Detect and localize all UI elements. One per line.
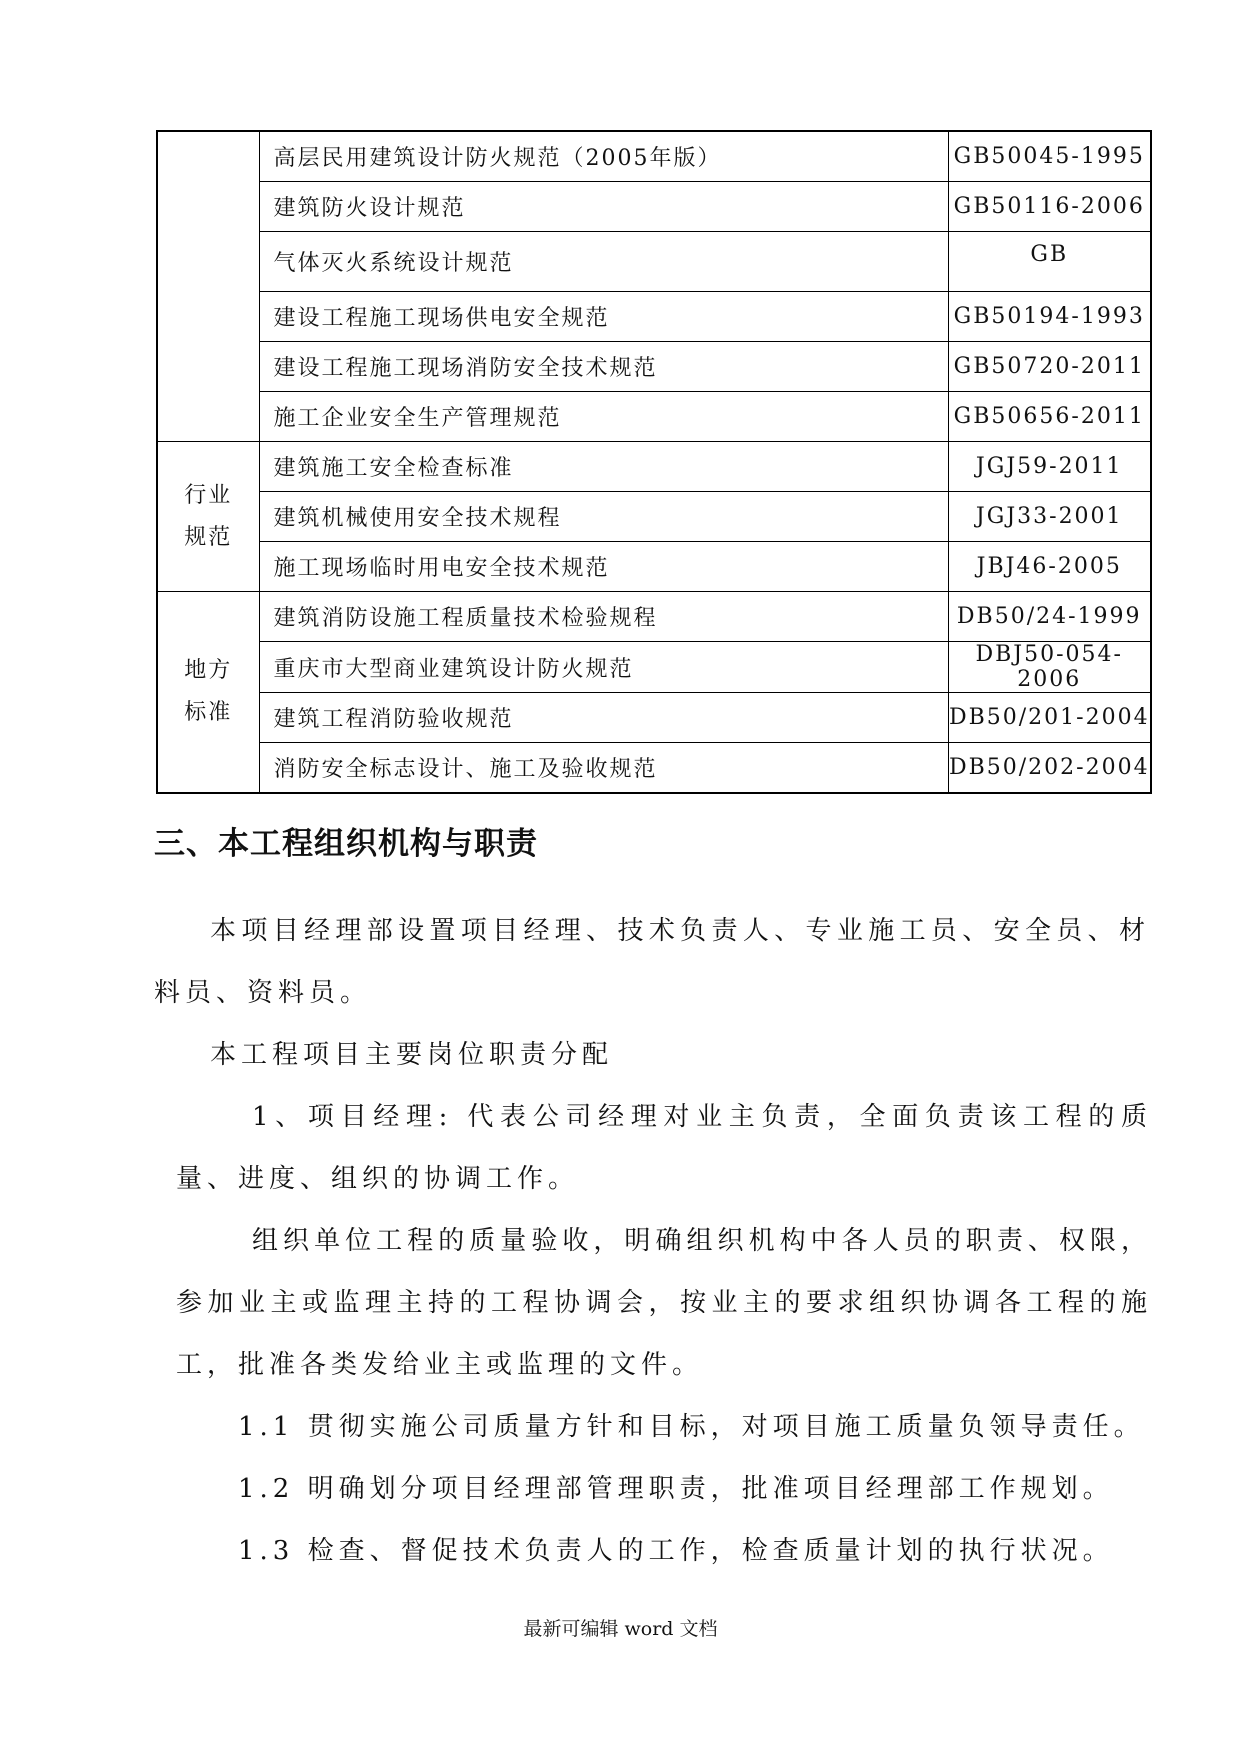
standard-code: GB xyxy=(948,232,1151,292)
table-row xyxy=(157,743,1151,794)
standards-table xyxy=(156,130,1152,794)
table-row xyxy=(157,232,1151,292)
standard-name: 建筑机械使用安全技术规程 xyxy=(259,492,948,542)
paragraph-item-1-1: 1.1 贯彻实施公司质量方针和目标，对项目施工质量负领导责任。 xyxy=(238,1412,1145,1442)
standard-name: 建筑消防设施工程质量技术检验规程 xyxy=(259,592,948,642)
standard-code: JGJ33-2001 xyxy=(948,492,1151,542)
standard-name: 施工企业安全生产管理规范 xyxy=(259,392,948,442)
table-row xyxy=(157,292,1151,342)
standard-code: GB50045-1995 xyxy=(948,131,1151,182)
table-row xyxy=(157,131,1151,182)
standard-code: DBJ50-054-2006 xyxy=(948,642,1151,693)
category-industry: 行业 规范 xyxy=(157,442,259,592)
category-local: 地方 标准 xyxy=(157,592,259,794)
table-row xyxy=(157,342,1151,392)
standard-code: DB50/202-2004 xyxy=(948,743,1151,794)
standard-code: DB50/201-2004 xyxy=(948,693,1151,743)
paragraph-pm-duties: 组织单位工程的质量验收，明确组织机构中各人员的职责、权限，参加业主或监理主持的工程协调会，按业主的要求组织协调各工程的施工，批准各类发给业主或监理的文件。 xyxy=(176,1226,1152,1380)
standard-name: 建设工程施工现场供电安全规范 xyxy=(259,292,948,342)
paragraph-staffing: 本项目经理部设置项目经理、技术负责人、专业施工员、安全员、材料员、资料员。 xyxy=(154,916,1150,1008)
standard-code: JGJ59-2011 xyxy=(948,442,1151,492)
standard-code: GB50116-2006 xyxy=(948,182,1151,232)
table-row xyxy=(157,693,1151,743)
standard-name: 建筑防火设计规范 xyxy=(259,182,948,232)
table-row xyxy=(157,492,1151,542)
paragraph-item-1-2: 1.2 明确划分项目经理部管理职责，批准项目经理部工作规划。 xyxy=(238,1474,1114,1504)
standard-name: 重庆市大型商业建筑设计防火规范 xyxy=(259,642,948,693)
paragraph-project-manager: 1、项目经理: 代表公司经理对业主负责，全面负责该工程的质量、进度、组织的协调工作。 xyxy=(176,1102,1152,1194)
paragraph-item-1-3: 1.3 检查、督促技术负责人的工作，检查质量计划的执行状况。 xyxy=(238,1536,1114,1566)
table-row xyxy=(157,182,1151,232)
table-row xyxy=(157,442,1151,492)
standard-code: GB50656-2011 xyxy=(948,392,1151,442)
standard-name: 建筑工程消防验收规范 xyxy=(259,693,948,743)
standard-name: 消防安全标志设计、施工及验收规范 xyxy=(259,743,948,794)
standard-code: GB50720-2011 xyxy=(948,342,1151,392)
standard-name: 建筑施工安全检查标准 xyxy=(259,442,948,492)
table-row xyxy=(157,392,1151,442)
paragraph-duties-intro: 本工程项目主要岗位职责分配 xyxy=(210,1040,614,1070)
table-row xyxy=(157,542,1151,592)
section-heading: 三、本工程组织机构与职责 xyxy=(154,826,538,862)
standard-name: 施工现场临时用电安全技术规范 xyxy=(259,542,948,592)
standard-name: 建设工程施工现场消防安全技术规范 xyxy=(259,342,948,392)
table-row xyxy=(157,642,1151,693)
page-footer: 最新可编辑 word 文档 xyxy=(523,1618,718,1640)
standard-code: JBJ46-2005 xyxy=(948,542,1151,592)
standard-name: 高层民用建筑设计防火规范（2005年版） xyxy=(259,131,948,182)
standard-code: GB50194-1993 xyxy=(948,292,1151,342)
table-row xyxy=(157,592,1151,642)
category-cell-blank xyxy=(157,131,259,442)
standard-code: DB50/24-1999 xyxy=(948,592,1151,642)
standard-name: 气体灭火系统设计规范 xyxy=(259,232,948,292)
